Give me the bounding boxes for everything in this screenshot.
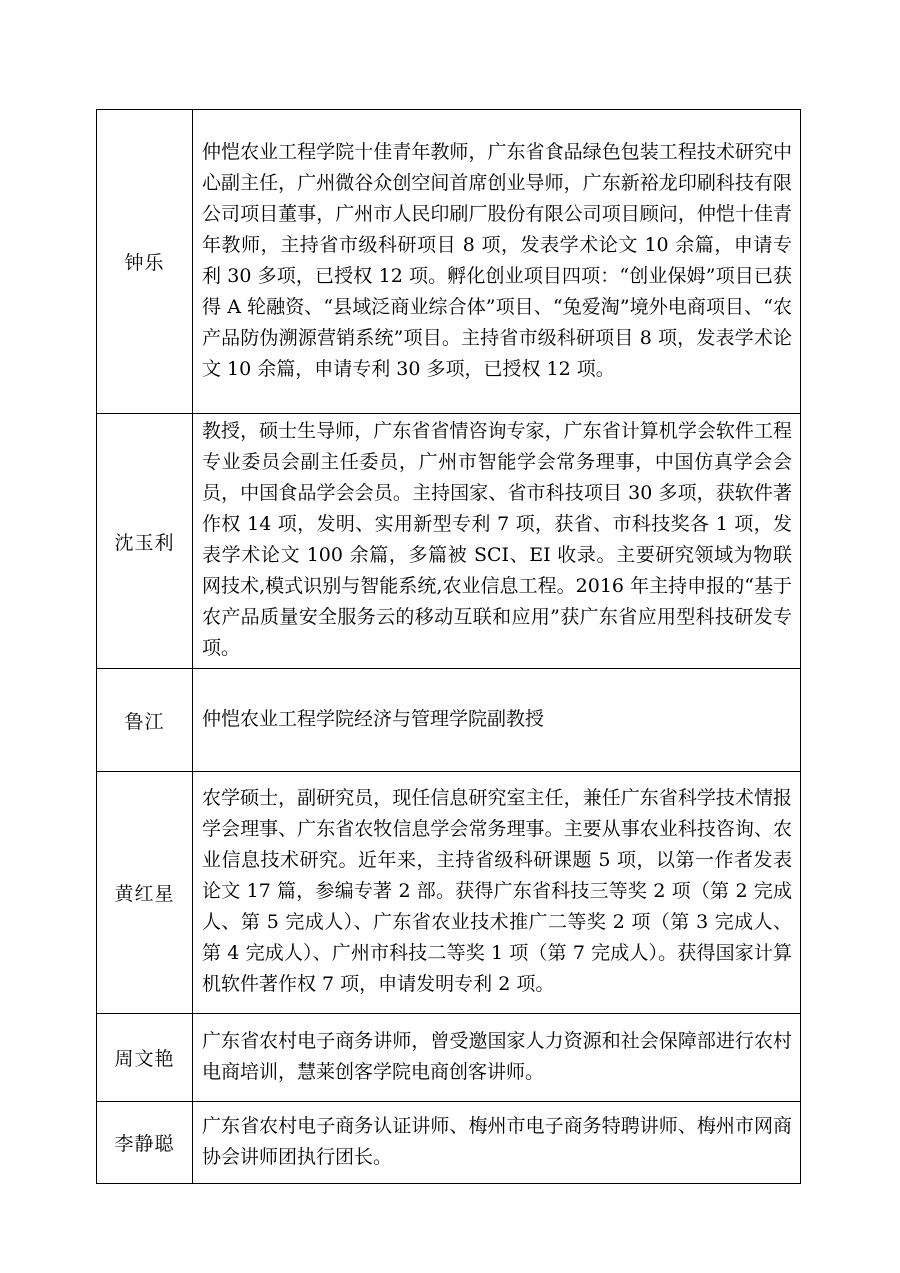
person-bio [193,110,801,414]
person-bio [193,1014,801,1102]
bio-text: 广东省农村电子商务讲师，曾受邀国家人力资源和社会保障部进行农村电商培训，慧莱创客学院电商创客讲师。 [202,1029,792,1083]
person-name: 钟乐 [97,110,193,414]
person-name: 沈玉利 [97,414,193,669]
table-row [97,414,801,669]
person-bio [193,1102,801,1184]
table-row [97,772,801,1014]
person-name: 周文艳 [97,1014,193,1102]
bio-text: 教授，硕士生导师，广东省省情咨询专家，广东省计算机学会软件工程专业委员会副主任委员，广州市智能学会常务理事，中国仿真学会会员，中国食品学会会员。主持国家、省市科技项目 30 多项，获软件著作权 14 项，发明、实用新型专利 7 项，获省、市科技奖各 1 项，发表学术论文 100 余篇，多篇被 SCI、EI 收录。主要研究领域为物联网技术,模式识别与智能系统,农业信息工程。2016 年主持申报的“基于农产品质量安全服务云的移动互联和应用”获广东省应用型科技研发专项。 [202,420,792,659]
bio-text: 广东省农村电子商务认证讲师、梅州市电子商务特聘讲师、梅州市网商协会讲师团执行团长。 [202,1114,792,1168]
person-name: 鲁江 [97,669,193,772]
person-bio [193,772,801,1014]
profile-table [96,109,801,1184]
person-name: 李静聪 [97,1102,193,1184]
bio-text: 农学硕士，副研究员，现任信息研究室主任，兼任广东省科学技术情报学会理事、广东省农牧信息学会常务理事。主要从事农业科技咨询、农业信息技术研究。近年来，主持省级科研课题 5 项，以第一作者发表论文 17 篇，参编专著 2 部。获得广东省科技三等奖 2 项（第 2 完成人、第 5 完成人）、广东省农业技术推广二等奖 2 项（第 3 完成人、第 4 完成人）、广州市科技二等奖 1 项（第 7 完成人）。获得国家计算机软件著作权 7 项，申请发明专利 2 项。 [202,787,792,995]
table-row [97,110,801,414]
bio-text: 仲恺农业工程学院十佳青年教师，广东省食品绿色包装工程技术研究中心副主任，广州微谷众创空间首席创业导师，广东新裕龙印刷科技有限公司项目董事，广州市人民印刷厂股份有限公司项目顾问，仲恺十佳青年教师，主持省市级科研项目 8 项，发表学术论文 10 余篇，申请专利 30 多项，已授权 12 项。孵化创业项目四项：“创业保姆”项目已获得 A 轮融资、“县域泛商业综合体”项目、“兔爱淘”境外电商项目、“农产品防伪溯源营销系统”项目。主持省市级科研项目 8 项，发表学术论文 10 余篇，申请专利 30 多项，已授权 12 项。 [202,140,792,380]
person-bio [193,669,801,772]
table-row [97,669,801,772]
table-row [97,1014,801,1102]
bio-text: 仲恺农业工程学院经济与管理学院副教授 [202,707,545,730]
table-row [97,1102,801,1184]
person-bio [193,414,801,669]
person-name: 黄红星 [97,772,193,1014]
